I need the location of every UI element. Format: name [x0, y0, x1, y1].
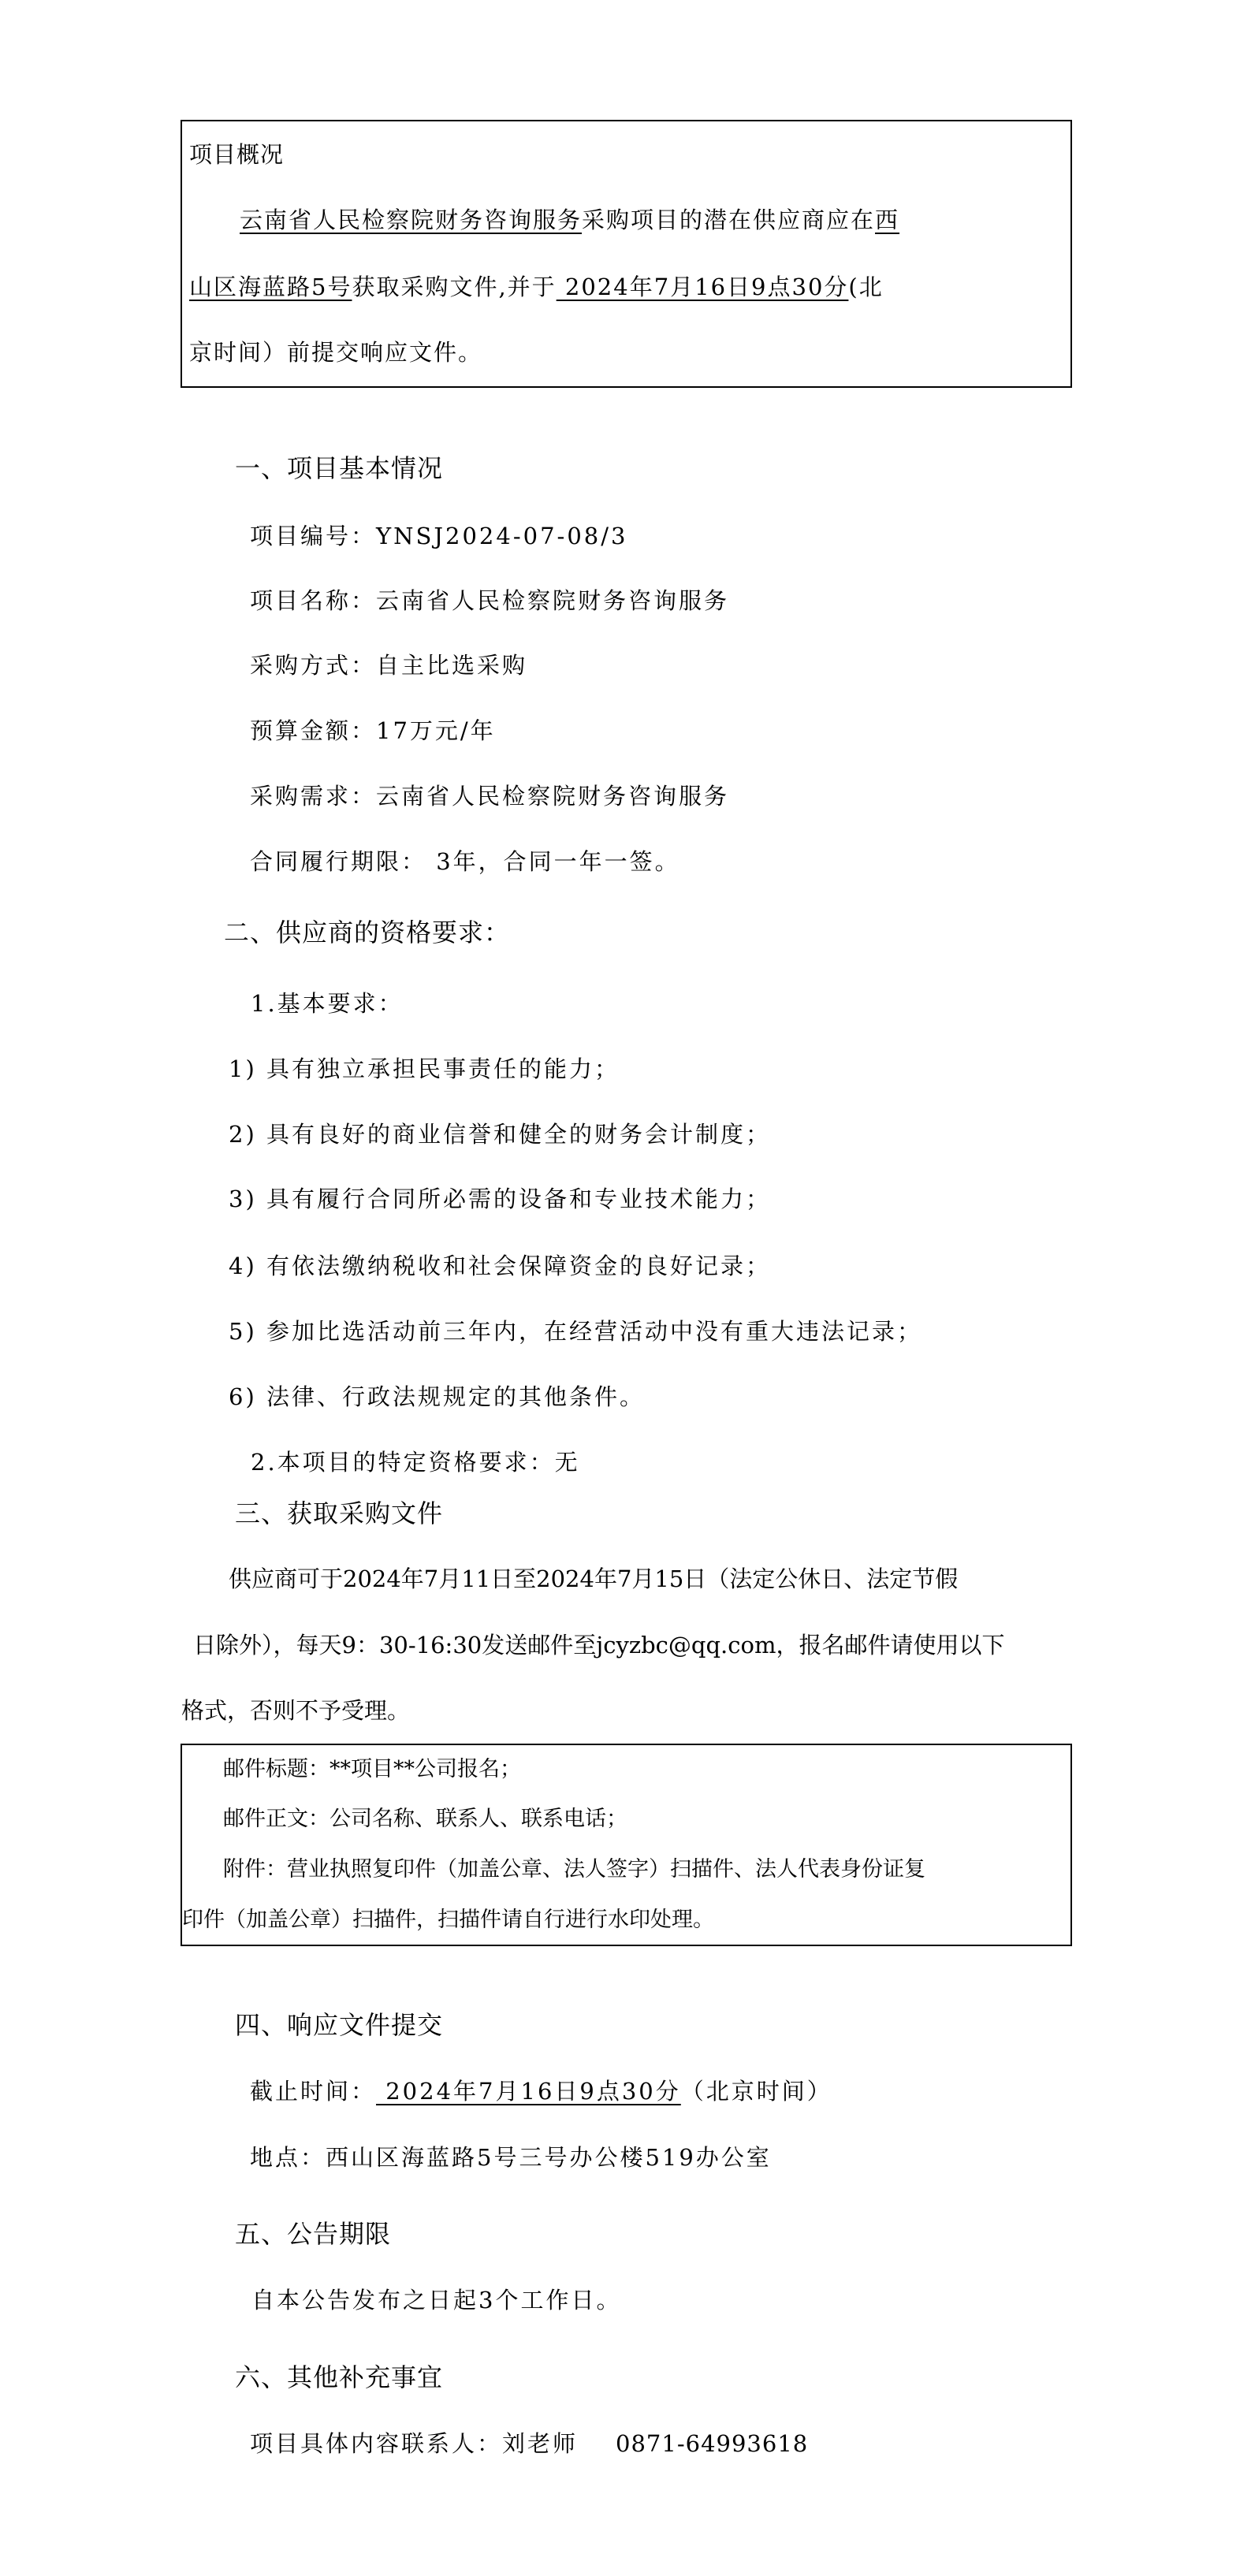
section5-heading: 五、公告期限 [235, 2219, 392, 2249]
project-name-underlined: 云南省人民检察院财务咨询服务 [240, 207, 583, 233]
address-underlined-part2: 山区海蓝路5号 [189, 274, 352, 300]
overview-line-3: 京时间）前提交响应文件。 [189, 339, 483, 366]
section3-heading: 三、获取采购文件 [235, 1498, 444, 1528]
requirement-item-4: 4) 有依法缴纳税收和社会保障资金的良好记录； [229, 1253, 771, 1279]
section4-heading: 四、响应文件提交 [235, 2010, 444, 2040]
email-attachment-line-2: 印件（加盖公章）扫描件，扫描件请自行进行水印处理。 [182, 1908, 714, 1932]
address-underlined-part1: 西 [875, 207, 900, 233]
section1-heading: 一、项目基本情况 [235, 453, 444, 483]
deadline-value: 2024年7月16日9点30分 [376, 2078, 681, 2105]
overview-line-2 [189, 271, 884, 303]
section3-paragraph-text: 日除外），每天9：30-16:30发送邮件至jcyzbc@qq.com，报名邮件请使用以下 [193, 1632, 1005, 1658]
section3-paragraph-line-3: 格式，否则不予受理。 [181, 1697, 411, 1724]
requirement-item-6: 6) 法律、行政法规规定的其他条件。 [229, 1383, 645, 1410]
requirement-item-5: 5) 参加比选活动前三年内，在经营活动中没有重大违法记录； [229, 1318, 922, 1345]
email-subject-format: 邮件标题：**项目**公司报名； [223, 1757, 521, 1781]
email-attachment-line-1: 附件：营业执照复印件（加盖公章、法人签字）扫描件、法人代表身份证复 [223, 1857, 925, 1882]
deadline-suffix: （北京时间） [680, 2078, 832, 2105]
requirement-item-3: 3) 具有履行合同所必需的设备和专业技术能力； [229, 1186, 771, 1212]
email-body-format: 邮件正文：公司名称、联系人、联系电话； [223, 1807, 627, 1831]
overview-title: 项目概况 [189, 141, 285, 168]
section6-heading: 六、其他补充事宜 [235, 2362, 444, 2392]
overview-line-1 [207, 204, 899, 236]
deadline-line [250, 2075, 832, 2107]
contact-line [250, 2428, 808, 2459]
procurement-requirement: 采购需求：云南省人民检察院财务咨询服务 [250, 783, 730, 810]
basic-requirements-label: 1.基本要求： [251, 990, 404, 1017]
deadline-underlined: 2024年7月16日9点30分 [556, 274, 849, 300]
overview-line2-end: (北 [848, 274, 884, 300]
contract-period: 合同履行期限： 3年，合同一年一签。 [250, 848, 680, 875]
overview-line2-mid: 获取采购文件,并于 [352, 274, 557, 300]
requirement-item-1: 1) 具有独立承担民事责任的能力； [229, 1055, 620, 1082]
project-name: 项目名称：云南省人民检察院财务咨询服务 [250, 587, 730, 614]
budget-amount: 预算金额：17万元/年 [250, 717, 496, 744]
procurement-method: 采购方式：自主比选采购 [250, 652, 528, 679]
overview-line1-mid: 采购项目的潜在供应商应在 [582, 207, 876, 233]
special-requirements: 2.本项目的特定资格要求：无 [251, 1449, 580, 1476]
section3-paragraph-line-2 [193, 1629, 1004, 1661]
deadline-label: 截止时间： [250, 2078, 377, 2105]
section2-heading: 二、供应商的资格要求： [224, 918, 511, 947]
requirement-item-2: 2) 具有良好的商业信誉和健全的财务会计制度； [229, 1121, 771, 1148]
announcement-period: 自本公告发布之日起3个工作日。 [251, 2287, 622, 2314]
project-number: 项目编号：YNSJ2024-07-08/3 [250, 523, 628, 549]
submission-location: 地点：西山区海蓝路5号三号办公楼519办公室 [250, 2144, 772, 2171]
section3-paragraph-line-1: 供应商可于2024年7月11日至2024年7月15日（法定公休日、法定节假 [229, 1565, 959, 1592]
contact-person: 项目具体内容联系人：刘老师 [250, 2430, 579, 2457]
contact-phone: 0871-64993618 [616, 2430, 809, 2457]
